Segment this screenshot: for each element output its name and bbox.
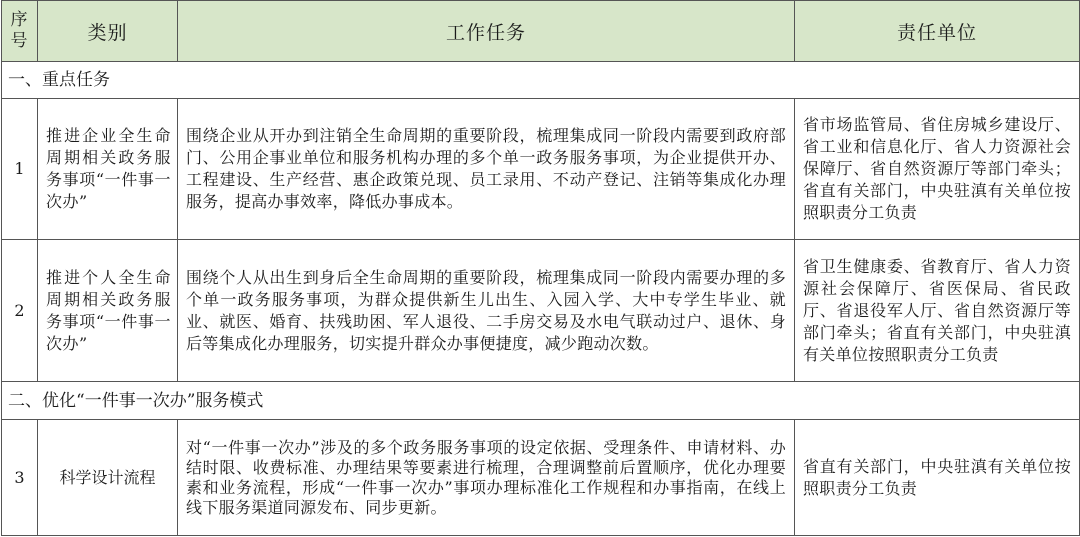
row-no: 3	[2, 420, 38, 536]
table-row	[2, 420, 1080, 536]
table-row	[2, 240, 1080, 382]
section-row	[2, 382, 1080, 420]
header-category: 类别	[38, 1, 178, 62]
row-category: 推进个人全生命周期相关政务服务事项“一件事一次办”	[38, 240, 178, 382]
row-task: 对“一件事一次办”涉及的多个政务服务事项的设定依据、受理条件、申请材料、办结时限、收费标准、办理结果等要素进行梳理，合理调整前后置顺序，优化办理要素和业务流程，形成“一件事一次办”事项办理标准化工作规程和办事指南，在线上线下服务渠道同源发布、同步更新。	[178, 420, 795, 536]
section-title-2: 二、优化“一件事一次办”服务模式	[2, 382, 1080, 420]
row-task: 围绕企业从开办到注销全生命周期的重要阶段，梳理集成同一阶段内需要到政府部门、公用企事业单位和服务机构办理的多个单一政务服务事项，为企业提供开办、工程建设、生产经营、惠企政策兑现、员工录用、不动产登记、注销等集成化办理服务，提高办事效率，降低办事成本。	[178, 99, 795, 240]
header-task: 工作任务	[178, 1, 795, 62]
table-row	[2, 99, 1080, 240]
row-no: 1	[2, 99, 38, 240]
row-category: 科学设计流程	[38, 420, 178, 536]
row-unit: 省卫生健康委、省教育厅、省人力资源社会保障厅、省医保局、省民政厅、省退役军人厅、省自然资源厅等部门牵头；省直有关部门，中央驻滇有关单位按照职责分工负责	[795, 240, 1080, 382]
row-unit: 省市场监管局、省住房城乡建设厅、省工业和信息化厅、省人力资源社会保障厅、省自然资源厅等部门牵头；省直有关部门，中央驻滇有关单位按照职责分工负责	[795, 99, 1080, 240]
row-task: 围绕个人从出生到身后全生命周期的重要阶段，梳理集成同一阶段内需要办理的多个单一政务服务事项，为群众提供新生儿出生、入园入学、大中专学生毕业、就业、就医、婚育、扶残助困、军人退役、二手房交易及水电气联动过户、退休、身后等集成化办理服务，切实提升群众办事便捷度，减少跑动次数。	[178, 240, 795, 382]
row-unit: 省直有关部门，中央驻滇有关单位按照职责分工负责	[795, 420, 1080, 536]
header-row	[2, 1, 1080, 62]
section-row	[2, 62, 1080, 99]
header-unit: 责任单位	[795, 1, 1080, 62]
section-title-1: 一、重点任务	[2, 62, 1080, 99]
row-category: 推进企业全生命周期相关政务服务事项“一件事一次办”	[38, 99, 178, 240]
header-no: 序号	[2, 1, 38, 62]
task-table	[1, 0, 1080, 536]
row-no: 2	[2, 240, 38, 382]
